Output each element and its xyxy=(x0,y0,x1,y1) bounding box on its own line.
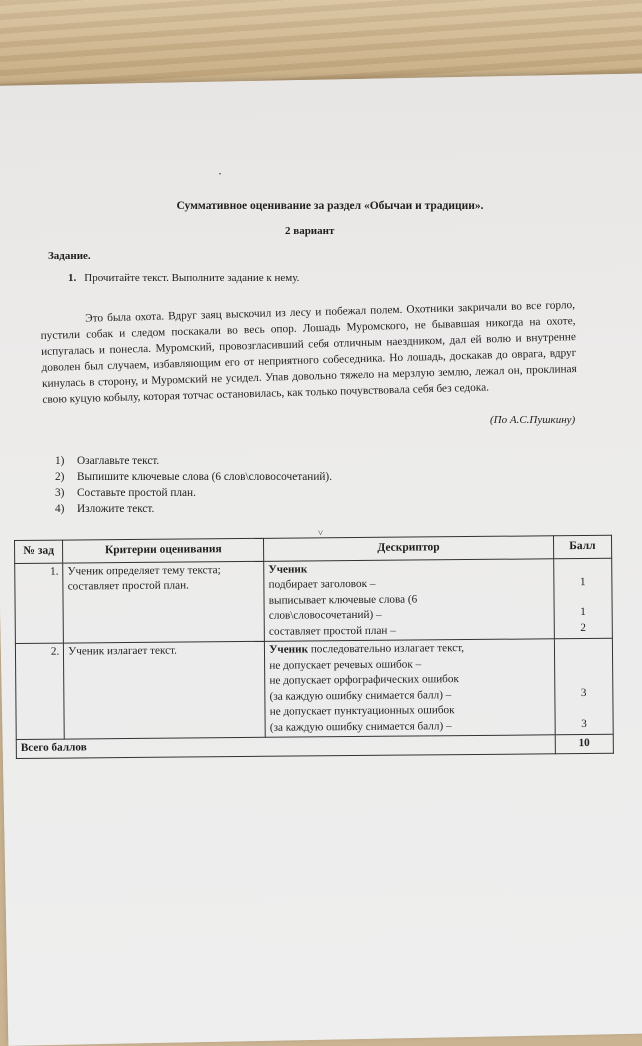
table-row xyxy=(15,558,613,644)
descriptor-line: подбирает заголовок – xyxy=(268,577,376,591)
descriptor-line: слов\словосочетаний) – xyxy=(268,608,382,622)
task-label: Задание. xyxy=(48,250,91,262)
ink-dot: • xyxy=(219,172,222,178)
task-item-number: 1. xyxy=(68,272,77,284)
header-number: № зад xyxy=(15,540,63,563)
header-score: Балл xyxy=(553,535,612,558)
question-text: Озаглавьте текст. xyxy=(77,455,160,467)
page-title: Суммативное оценивание за раздел «Обычаи и традиции». xyxy=(176,200,484,212)
question-item xyxy=(55,469,332,485)
pen-mark: ˅ xyxy=(318,528,324,538)
task-item-text: Прочитайте текст. Выполните задание к нему. xyxy=(84,272,300,284)
descriptor-line: выписывает ключевые слова (6 xyxy=(268,592,418,607)
score-value: 3 xyxy=(581,717,587,730)
total-value: 10 xyxy=(555,734,613,753)
question-text: Изложите текст. xyxy=(77,503,155,515)
descriptor-head: Ученик xyxy=(268,562,308,576)
question-item xyxy=(55,485,332,501)
question-number: 3) xyxy=(55,487,65,499)
variant-label: 2 вариант xyxy=(285,225,335,237)
question-item xyxy=(55,501,332,517)
row-score xyxy=(553,558,612,639)
row-criteria: Ученик излагает текст. xyxy=(64,641,266,739)
descriptor-line: составляет простой план – xyxy=(268,624,396,638)
question-text: Составьте простой план. xyxy=(77,487,196,499)
header-criteria: Критерии оценивания xyxy=(63,538,264,562)
task-item xyxy=(68,272,299,284)
question-number: 4) xyxy=(55,503,65,515)
row-criteria: Ученик определяет тему текста; составляет простой план. xyxy=(63,561,265,643)
total-label: Всего баллов xyxy=(16,735,555,758)
question-item xyxy=(55,453,332,469)
descriptor-line: (за каждую ошибку снимается балл) – xyxy=(269,688,452,703)
descriptor-first: последовательно излагает текст, xyxy=(310,642,465,656)
descriptor-head: Ученик xyxy=(269,643,309,656)
descriptor-line: не допускает пунктуационных ошибок xyxy=(269,704,455,718)
row-number: 1. xyxy=(15,563,64,644)
table-row xyxy=(15,638,613,739)
row-descriptor xyxy=(264,558,554,641)
reading-passage: Это была охота. Вдруг заяц выскочил из лесу и побежал полем. Охотники закричали во все горло, пустили собак и следом поскакали во весь опор. Лошадь Муромского, не бывавшая никогда на охоте, испугалась и понесла. Муромский, провозгласивший себя отличным наездником, дал ей волю и внутренне доволен был случаем, избавляющим его от неприятного собеседника. Но лошадь, доскакав до оврага, вдруг кинулась в сторону, и Муромский не усидел. Упав довольно тяжело на мерзлую землю, лежал он, проклиная свою куцую кобылу, которая тотчас остановилась, как только почувствовала себя без седока. xyxy=(40,299,577,406)
descriptor-line: не допускает речевых ошибок – xyxy=(269,657,422,672)
descriptor-line: не допускает орфографических ошибок xyxy=(269,673,459,687)
question-list xyxy=(55,453,332,517)
question-text: Выпишите ключевые слова (6 слов\словосочетаний). xyxy=(77,471,333,483)
score-value: 3 xyxy=(580,687,587,700)
score-value: 1 xyxy=(579,575,586,588)
score-value: 1 xyxy=(580,606,586,619)
question-number: 2) xyxy=(55,471,65,483)
row-score xyxy=(554,638,613,735)
header-descriptor: Дескриптор xyxy=(264,536,554,561)
descriptor-line: (за каждую ошибку снимается балл) – xyxy=(269,719,452,734)
score-value: 2 xyxy=(580,621,586,634)
assessment-table xyxy=(14,535,614,759)
question-number: 1) xyxy=(55,455,65,467)
row-descriptor xyxy=(265,639,555,738)
passage-attribution: (По А.С.Пушкину) xyxy=(490,414,576,426)
row-number: 2. xyxy=(15,643,64,739)
